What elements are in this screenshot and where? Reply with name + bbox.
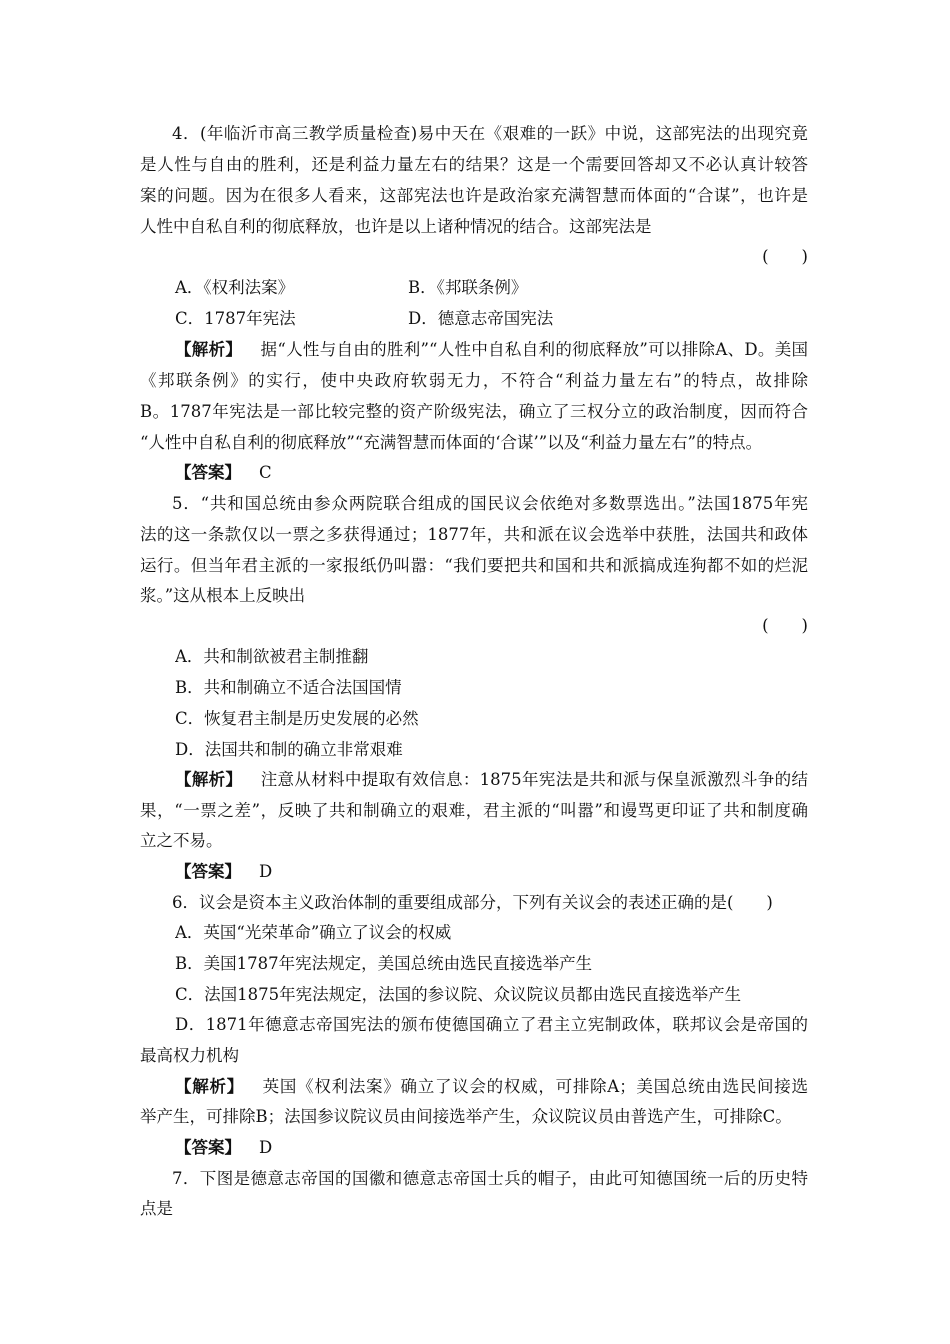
q6-answer-tag: 【答案】 [175, 1138, 241, 1157]
q5-stem-line-3: 运行。但当年君主派的一家报纸仍叫嚣：“我们要把共和国和共和派搞成连狗都不如的烂泥 [140, 556, 808, 575]
q5-option-c: C．恢复君主制是历史发展的必然 [175, 709, 419, 728]
q4-option-b: B．《邦联条例》 [408, 278, 528, 297]
q4-answer-line [175, 461, 475, 485]
q6-option-d: D．1871年德意志帝国宪法的颁布使德国确立了君主立宪制政体，联邦议会是帝国的 [175, 1015, 808, 1034]
q6-analysis-text-1: 英国《权利法案》确立了议会的权威，可排除A；美国总统由选民间接选 [261, 1077, 808, 1096]
q6-answer-value: D [259, 1138, 273, 1157]
q5-analysis-line-1 [175, 768, 808, 792]
q6-analysis-line-2: 举产生，可排除B；法国参议院议员由间接选举产生，众议院议员由普选产生，可排除C。 [140, 1107, 792, 1126]
q6-analysis-line-1 [175, 1075, 808, 1099]
q4-answer-tag: 【答案】 [175, 463, 241, 482]
q4-stem-line-3: 案的问题。因为在很多人看来，这部宪法也许是政治家充满智慧而体面的“合谋”，也许是 [140, 186, 808, 205]
q5-answer-paren: ( ) [762, 616, 808, 635]
q5-option-a: A．共和制欲被君主制推翻 [175, 647, 369, 666]
q5-analysis-tag: 【解析】 [175, 770, 243, 789]
q4-stem-line-4: 人性中自私自利的彻底释放，也许是以上诸种情况的结合。这部宪法是 [140, 217, 652, 236]
q6-answer-line [175, 1136, 475, 1160]
q5-answer-value: D [259, 862, 273, 881]
q4-analysis-line-1 [175, 338, 808, 362]
q4-analysis-line-4: “人性中自私自利的彻底释放”“充满智慧而体面的‘合谋’”以及“利益力量左右”的特点。 [140, 433, 763, 452]
q4-option-d: D．德意志帝国宪法 [408, 309, 554, 328]
q5-analysis-text-1: 注意从材料中提取有效信息：1875年宪法是共和派与保皇派激烈斗争的结 [260, 770, 808, 789]
q5-analysis-line-2: 果，“一票之差”，反映了共和制确立的艰难，君主派的“叫嚣”和谩骂更印证了共和制度确 [140, 801, 808, 820]
q5-analysis-line-3: 立之不易。 [140, 831, 223, 850]
q4-analysis-line-3: B。1787年宪法是一部比较完整的资产阶级宪法，确立了三权分立的政治制度，因而符合 [140, 402, 808, 421]
q5-answer-line [175, 860, 475, 884]
q4-answer-paren: ( ) [762, 247, 808, 266]
q5-answer-tag: 【答案】 [175, 862, 241, 881]
q6-option-a: A．英国“光荣革命”确立了议会的权威 [175, 923, 452, 942]
q6-stem: 6．议会是资本主义政治体制的重要组成部分，下列有关议会的表述正确的是( ) [172, 893, 773, 912]
q6-analysis-tag: 【解析】 [175, 1077, 244, 1096]
q5-option-b: B．共和制确立不适合法国国情 [175, 678, 402, 697]
q5-stem-line-2: 法的这一条款仅以一票之多获得通过；1877年，共和派在议会选举中获胜，法国共和政体 [140, 525, 808, 544]
q5-option-d: D．法国共和制的确立非常艰难 [175, 740, 403, 759]
q4-analysis-text-1: 据“人性与自由的胜利”“人性中自私自利的彻底释放”可以排除A、D。美国 [260, 340, 808, 359]
q6-option-d-continued: 最高权力机构 [140, 1046, 239, 1065]
q4-option-c: C．1787年宪法 [175, 309, 296, 328]
q5-stem-line-1: 5．“共和国总统由参众两院联合组成的国民议会依绝对多数票选出。”法国1875年宪 [172, 494, 808, 513]
q4-analysis-line-2: 《邦联条例》的实行，使中央政府软弱无力，不符合“利益力量左右”的特点，故排除 [140, 371, 808, 390]
q7-stem-line-2: 点是 [140, 1199, 173, 1218]
q4-option-a: A．《权利法案》 [175, 278, 295, 297]
q4-options-row-1 [0, 276, 950, 300]
q4-answer-value: C [259, 463, 272, 482]
q5-stem-line-4: 浆。”这从根本上反映出 [140, 586, 306, 605]
q4-analysis-tag: 【解析】 [175, 340, 243, 359]
q6-option-c: C．法国1875年宪法规定，法国的参议院、众议院议员都由选民直接选举产生 [175, 985, 742, 1004]
q4-options-row-2 [0, 307, 950, 331]
q4-stem-line-1: 4．(年临沂市高三教学质量检查)易中天在《艰难的一跃》中说，这部宪法的出现究竟 [172, 124, 808, 143]
q4-stem-line-2: 是人性与自由的胜利，还是利益力量左右的结果？这是一个需要回答却又不必认真计较答 [140, 155, 808, 174]
q6-option-b: B．美国1787年宪法规定，美国总统由选民直接选举产生 [175, 954, 593, 973]
q7-stem-line-1: 7．下图是德意志帝国的国徽和德意志帝国士兵的帽子，由此可知德国统一后的历史特 [172, 1169, 808, 1188]
